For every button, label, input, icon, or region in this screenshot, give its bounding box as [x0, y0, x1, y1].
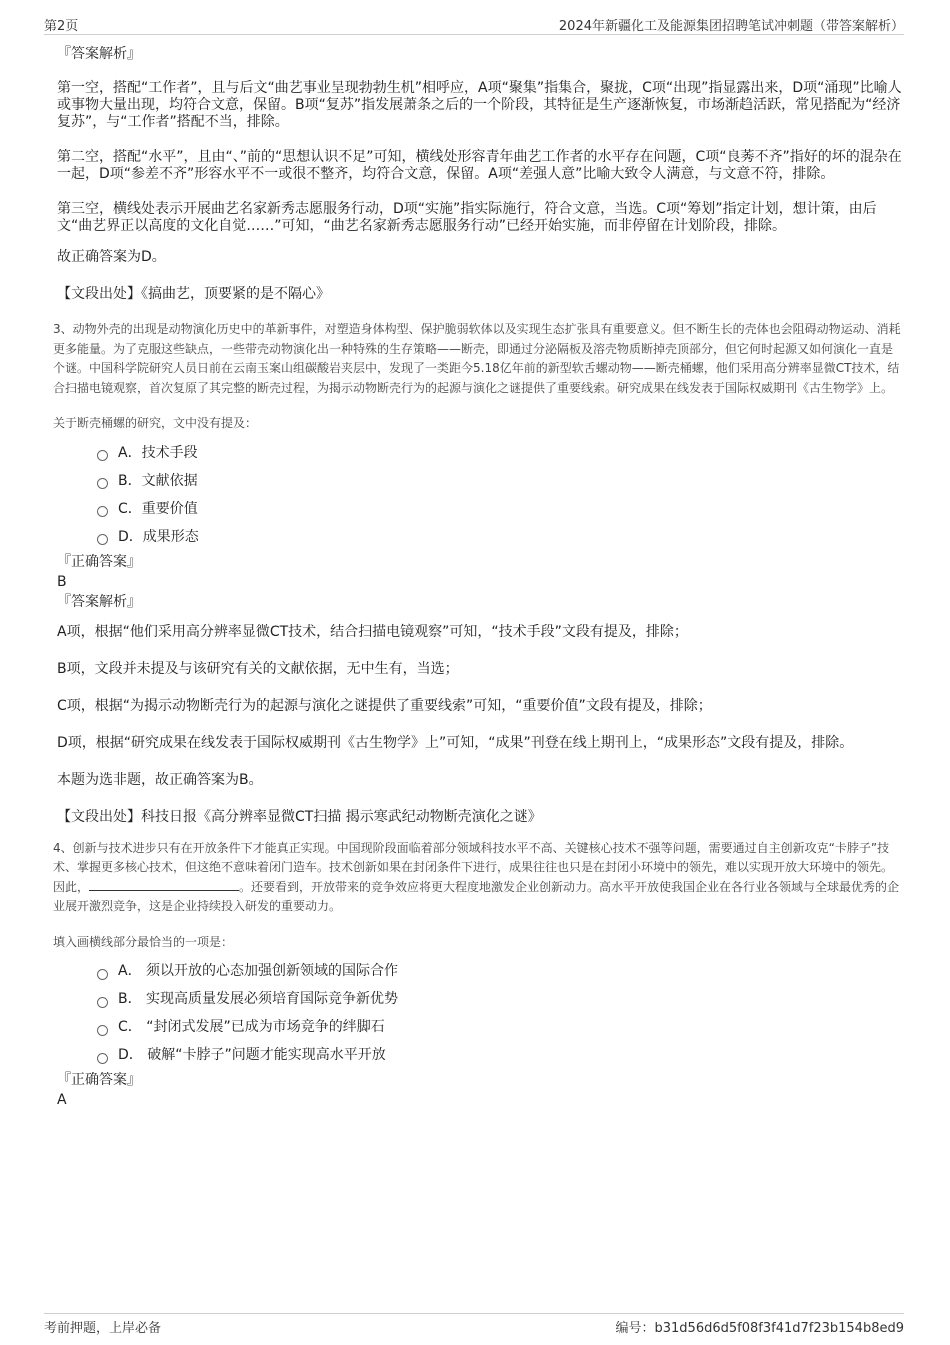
radio-icon[interactable]: [97, 478, 108, 489]
answer-analysis-label: 『答案解析』: [57, 46, 141, 62]
option-c[interactable]: C． “封闭式发展”已成为市场竞争的绊脚石: [97, 1012, 904, 1040]
analysis-paragraph: 第一空，搭配“工作者”，且与后文“曲艺事业呈现勃勃生机”相呼应，A项“聚集”指集合，聚拢，C项“出现”指显露出来，D项“涌现”比喻人或事物大量出现，均符合文意，保留。B项“复苏”指发展萧条之后的一个阶段，其特征是生产逐渐恢复，市场渐趋活跃，常见搭配为“经济复苏”，与“工作者”搭配不当，排除。: [57, 80, 902, 130]
answer-analysis-label: 『答案解析』: [57, 593, 141, 610]
question-prompt: 填入画横线部分最恰当的一项是：: [53, 934, 234, 949]
option-d[interactable]: D． 破解“卡脖子”问题才能实现高水平开放: [97, 1040, 904, 1068]
analysis-paragraph: A项，根据“他们采用高分辨率显微CT技术，结合扫描电镜观察”可知，“技术手段”文段有提及，排除；: [57, 623, 688, 640]
analysis-paragraph: D项，根据“研究成果在线发表于国际权威期刊《古生物学》上”可知，“成果”刊登在线上期刊上，“成果形态”文段有提及，排除。: [57, 734, 854, 751]
analysis-paragraph: B项，文段并未提及与该研究有关的文献依据，无中生有，当选；: [57, 660, 459, 677]
correct-answer-label: 『正确答案』: [57, 1072, 141, 1088]
question-passage: 3、动物外壳的出现是动物演化历史中的革新事件，对塑造身体构型、保护脆弱软体以及实现生态扩张具有重要意义。但不断生长的壳体也会阻碍动物运动、消耗更多能量。为了克服这些缺点，一些带壳动物演化出一种特殊的生存策略——断壳，即通过分泌隔板及溶壳物质断掉壳顶部分，但它何时起源又如何演化一直是个谜。中国科学院研究人员日前在云南玉案山组碳酸岩夹层中，发现了一类距今5.18亿年前的新型软舌螺动物——断壳桶螺，他们采用高分辨率显微CT技术，结合扫描电镜观察，首次复原了其完整的断壳过程，为揭示动物断壳行为的起源与演化之谜提供了重要线索。研究成果在线发表于国际权威期刊《古生物学》上。: [53, 322, 901, 395]
page-content: [53, 44, 904, 1110]
correct-answer: A: [57, 1092, 67, 1108]
analysis-conclusion: 故正确答案为D。: [57, 249, 166, 265]
page-header: [44, 14, 904, 35]
option-b[interactable]: B． 实现高质量发展必须培育国际竞争新优势: [97, 984, 904, 1012]
radio-icon[interactable]: [97, 1025, 108, 1036]
page-footer: [44, 1313, 904, 1336]
option-a[interactable]: A．技术手段: [97, 438, 904, 466]
analysis-conclusion: 本题为选非题，故正确答案为B。: [57, 771, 263, 788]
option-b[interactable]: B．文献依据: [97, 466, 904, 494]
correct-answer-label: 『正确答案』: [57, 553, 141, 570]
radio-icon[interactable]: [97, 969, 108, 980]
radio-icon[interactable]: [97, 997, 108, 1008]
radio-icon[interactable]: [97, 534, 108, 545]
option-a[interactable]: A． 须以开放的心态加强创新领域的国际合作: [97, 956, 904, 984]
radio-icon[interactable]: [97, 1053, 108, 1064]
source-citation: 【文段出处】《搞曲艺，顶要紧的是不隔心》: [57, 286, 330, 302]
question-passage: 4、创新与技术进步只有在开放条件下才能真正实现。中国现阶段面临着部分领域科技水平不高、关键核心技术不强等问题，需要通过自主创新攻克“卡脖子”技术、掌握更多核心技术，但这绝不意味着闭门造车。技术创新如果在封闭条件下进行，成果往往也只是在封闭小环境中的领先，难以实现开放大环境中的领先。因此， 。还要看到，开放带来的竞争效应将更大程度地激发企业创新动力。高水平开放使我国企业在各行业各领域与全球最优秀的企业展开激烈竞争，这是企业持续投入研发的重要动力。: [53, 840, 900, 913]
document-id: 编号：b31d56d6d5f08f3f41d7f23b154b8ed9: [615, 1321, 904, 1336]
radio-icon[interactable]: [97, 450, 108, 461]
analysis-paragraph: 第三空，横线处表示开展曲艺名家新秀志愿服务行动，D项“实施”指实际施行，符合文意，当选。C项“筹划”指定计划，想计策，由后文“曲艺界正以高度的文化自觉……”可知，“曲艺名家新秀志愿服务行动”已经开始实施，而非停留在计划阶段，排除。: [57, 201, 877, 234]
radio-icon[interactable]: [97, 506, 108, 517]
options-list: [97, 438, 904, 550]
analysis-paragraph: 第二空，搭配“水平”，且由“、”前的“思想认识不足”可知，横线处形容青年曲艺工作者的水平存在问题，C项“良莠不齐”指好的坏的混杂在一起，D项“参差不齐”形容水平不一或很不整齐，均符合文意，保留。A项“差强人意”比喻大致令人满意，与文意不符，排除。: [57, 149, 902, 182]
question-3: [53, 320, 904, 434]
options-list: [97, 956, 904, 1068]
correct-answer: B: [57, 573, 67, 590]
fill-blank: [89, 878, 239, 891]
page-number: 第2页: [44, 19, 79, 34]
analysis-paragraph: C项，根据“为揭示动物断壳行为的起源与演化之谜提供了重要线索”可知，“重要价值”文段有提及，排除；: [57, 697, 712, 714]
question-prompt: 关于断壳桶螺的研究，文中没有提及：: [53, 416, 258, 430]
source-citation: 【文段出处】科技日报《高分辨率显微CT扫描 揭示寒武纪动物断壳演化之谜》: [57, 808, 542, 825]
question-4: [53, 839, 904, 953]
document-title: 2024年新疆化工及能源集团招聘笔试冲刺题（带答案解析）: [558, 19, 904, 34]
option-c[interactable]: C．重要价值: [97, 494, 904, 522]
footer-slogan: 考前押题，上岸必备: [44, 1321, 162, 1336]
option-d[interactable]: D．成果形态: [97, 522, 904, 550]
